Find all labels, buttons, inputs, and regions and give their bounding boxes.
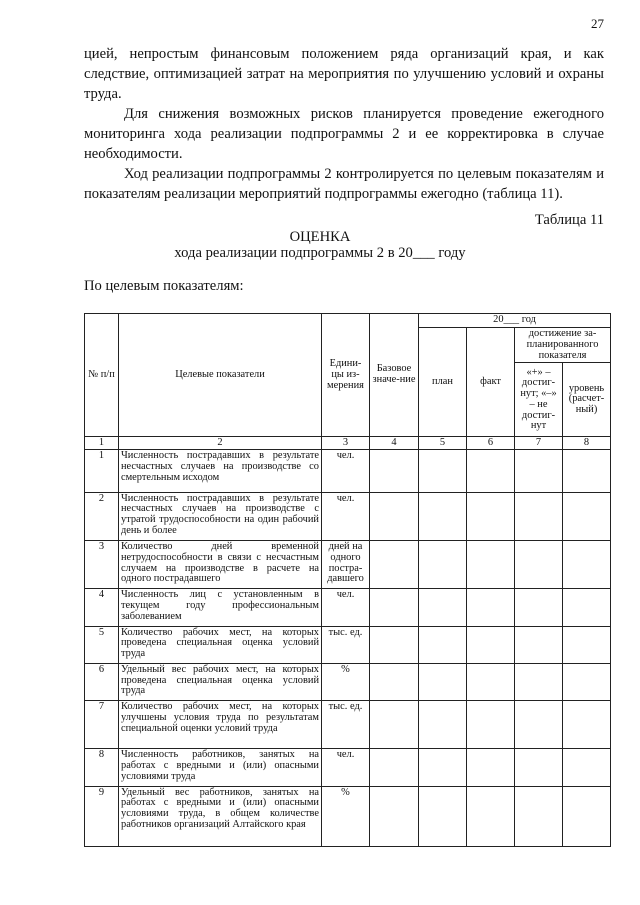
- row-level: [563, 450, 611, 492]
- row-indicator: Численность работников, занятых на работах с вредными и (или) опасными условиями труда: [119, 749, 322, 786]
- row-plus-minus: [515, 749, 563, 786]
- row-base: [370, 663, 419, 700]
- row-num: 1: [85, 450, 119, 492]
- row-plus-minus: [515, 589, 563, 626]
- row-fact: [467, 589, 515, 626]
- row-level: [563, 626, 611, 663]
- row-level: [563, 786, 611, 846]
- heading: [0, 229, 640, 261]
- header-plus-minus: «+» – достиг-нут; «–» – не достиг-нут: [515, 363, 563, 437]
- row-level: [563, 749, 611, 786]
- row-level: [563, 589, 611, 626]
- body-text: [84, 44, 604, 204]
- row-num: 7: [85, 700, 119, 748]
- row-plan: [419, 589, 467, 626]
- section-label: По целевым показателям:: [84, 278, 244, 294]
- indicators-table: [84, 313, 611, 847]
- row-level: [563, 492, 611, 540]
- row-plan: [419, 663, 467, 700]
- row-num: 8: [85, 749, 119, 786]
- row-level: [563, 663, 611, 700]
- paragraph-1: цией, непростым финансовым положением ряда организаций края, и как следствие, оптимизацией затрат на мероприятия по улучшению условий и охраны труда.: [84, 46, 604, 102]
- header-unit: Едини-цы из-мерения: [322, 314, 370, 437]
- header-level: уровень (расчет-ный): [563, 363, 611, 437]
- header-achievement: достижение за-планированного показателя: [515, 328, 611, 363]
- header-plan: план: [419, 328, 467, 437]
- header-num: № п/п: [85, 314, 119, 437]
- row-base: [370, 626, 419, 663]
- row-base: [370, 749, 419, 786]
- row-base: [370, 700, 419, 748]
- heading-subtitle: хода реализации подпрограммы 2 в 20___ году: [174, 245, 466, 261]
- heading-title: ОЦЕНКА: [289, 229, 351, 245]
- row-plan: [419, 700, 467, 748]
- row-plan: [419, 626, 467, 663]
- row-unit: тыс. ед.: [322, 700, 370, 748]
- table-row: [85, 540, 611, 588]
- row-num: 9: [85, 786, 119, 846]
- row-unit: чел.: [322, 589, 370, 626]
- table-row: [85, 786, 611, 846]
- column-number: 8: [563, 437, 611, 450]
- row-indicator: Удельный вес рабочих мест, на которых проведена специальная оценка условий труда: [119, 663, 322, 700]
- row-plus-minus: [515, 540, 563, 588]
- row-unit: %: [322, 663, 370, 700]
- row-plan: [419, 749, 467, 786]
- row-plus-minus: [515, 450, 563, 492]
- row-fact: [467, 540, 515, 588]
- column-number: 3: [322, 437, 370, 450]
- page-number: 27: [591, 16, 604, 31]
- header-fact: факт: [467, 328, 515, 437]
- row-level: [563, 540, 611, 588]
- row-fact: [467, 786, 515, 846]
- row-fact: [467, 663, 515, 700]
- row-fact: [467, 749, 515, 786]
- header-base: Базовое значе-ние: [370, 314, 419, 437]
- column-number: 6: [467, 437, 515, 450]
- row-base: [370, 589, 419, 626]
- row-num: 4: [85, 589, 119, 626]
- row-plan: [419, 540, 467, 588]
- column-number: 5: [419, 437, 467, 450]
- column-number-row: [85, 437, 611, 450]
- column-number: 7: [515, 437, 563, 450]
- row-indicator: Количество дней временной нетрудоспособности в связи с несчастным случаем на производстве в расчете на одного пострадавшего: [119, 540, 322, 588]
- row-indicator: Численность лиц с установленным в текущем году профессиональным заболеванием: [119, 589, 322, 626]
- paragraph-2: Для снижения возможных рисков планируется проведение ежегодного мониторинга хода реализации подпрограммы 2 и ее корректировка в случае необходимости.: [84, 106, 604, 162]
- row-indicator: Количество рабочих мест, на которых проведена специальная оценка условий труда: [119, 626, 322, 663]
- row-unit: дней на одного постра-давшего: [322, 540, 370, 588]
- row-indicator: Численность пострадавших в результате несчастных случаев на производстве с утратой трудоспособности на один рабочий день и более: [119, 492, 322, 540]
- row-unit: %: [322, 786, 370, 846]
- table-row: [85, 450, 611, 492]
- column-number: 1: [85, 437, 119, 450]
- row-unit: чел.: [322, 450, 370, 492]
- column-number: 4: [370, 437, 419, 450]
- table-row: [85, 589, 611, 626]
- header-year: 20___ год: [419, 314, 611, 328]
- row-num: 5: [85, 626, 119, 663]
- table-row: [85, 492, 611, 540]
- table-row: [85, 663, 611, 700]
- table-row: [85, 626, 611, 663]
- table-caption: Таблица 11: [534, 212, 604, 228]
- row-fact: [467, 700, 515, 748]
- row-base: [370, 786, 419, 846]
- table-row: [85, 749, 611, 786]
- row-fact: [467, 492, 515, 540]
- row-base: [370, 450, 419, 492]
- row-indicator: Численность пострадавших в результате несчастных случаев на производстве со смертельным исходом: [119, 450, 322, 492]
- row-base: [370, 540, 419, 588]
- row-plan: [419, 492, 467, 540]
- row-num: 3: [85, 540, 119, 588]
- row-plus-minus: [515, 492, 563, 540]
- row-fact: [467, 626, 515, 663]
- row-base: [370, 492, 419, 540]
- table-row: [85, 700, 611, 748]
- row-unit: тыс. ед.: [322, 626, 370, 663]
- header-indicator: Целевые показатели: [119, 314, 322, 437]
- row-num: 6: [85, 663, 119, 700]
- row-level: [563, 700, 611, 748]
- paragraph-3: Ход реализации подпрограммы 2 контролируется по целевым показателям и показателям реализации мероприятий подпрограммы ежегодно (таблица 11).: [84, 166, 604, 202]
- row-unit: чел.: [322, 492, 370, 540]
- row-indicator: Удельный вес работников, занятых на работах с вредными и (или) опасными условиями труда, в общем количестве работников организаций Алтайского края: [119, 786, 322, 846]
- row-unit: чел.: [322, 749, 370, 786]
- row-plus-minus: [515, 663, 563, 700]
- row-plan: [419, 450, 467, 492]
- row-plus-minus: [515, 786, 563, 846]
- row-fact: [467, 450, 515, 492]
- column-number: 2: [119, 437, 322, 450]
- row-plus-minus: [515, 626, 563, 663]
- row-plan: [419, 786, 467, 846]
- row-plus-minus: [515, 700, 563, 748]
- row-num: 2: [85, 492, 119, 540]
- row-indicator: Количество рабочих мест, на которых улучшены условия труда по результатам специальной оценки условий труда: [119, 700, 322, 748]
